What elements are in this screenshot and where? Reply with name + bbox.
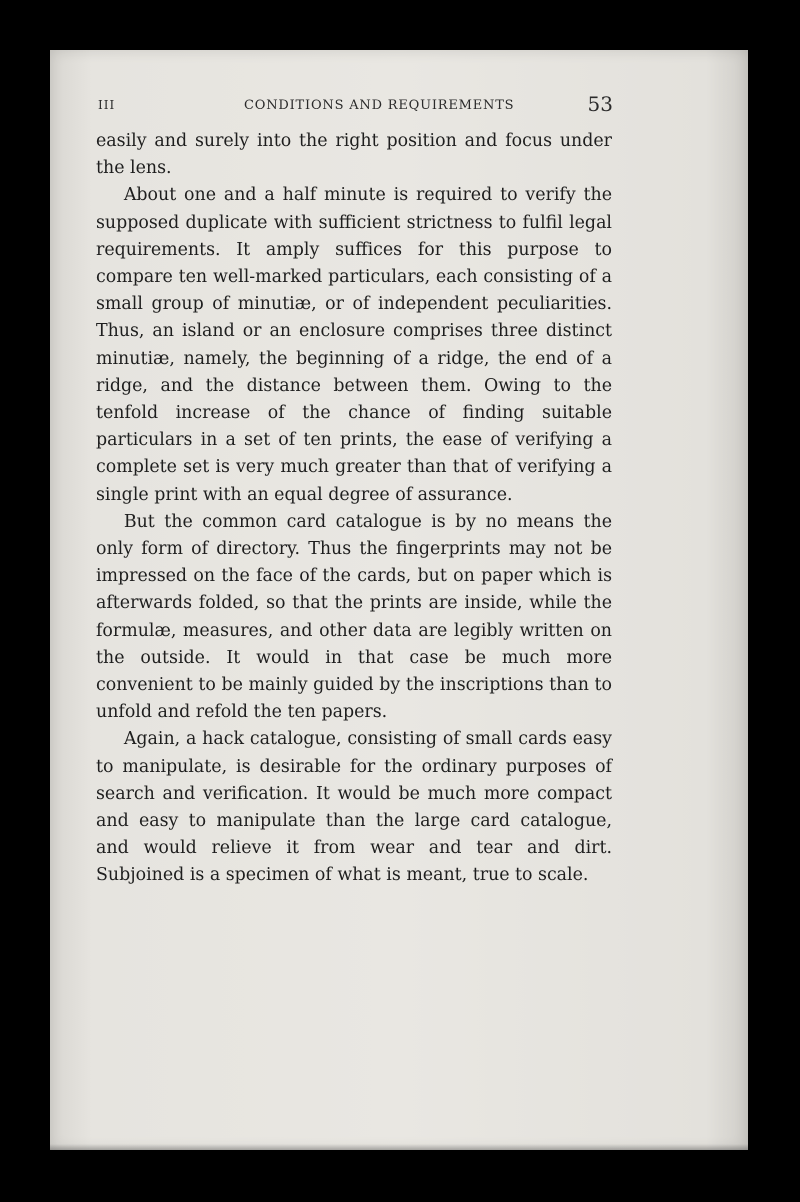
running-head <box>98 92 613 116</box>
running-head-title: CONDITIONS AND REQUIREMENTS <box>244 98 515 113</box>
paragraph: But the common card catalogue is by no means the only form of directory. Thus the fingerprints may not be impressed on the face of the cards, but on paper which is afterwards folded, so that the prints are inside, while the formulæ, measures, and other data are legibly written on the outside. It would in that case be much more convenient to be mainly guided by the inscriptions than to unfold and refold the ten papers. <box>96 511 612 723</box>
body-text <box>96 128 612 890</box>
page-edge-shadow <box>50 1144 748 1150</box>
chapter-numeral: III <box>98 98 116 112</box>
paragraph: Again, a hack catalogue, consisting of small cards easy to manipulate, is desirable for the ordinary purposes of search and verification. It would be much more compact and easy to manipulate than the large card catalogue, and would relieve it from wear and tear and dirt. Subjoined is a specimen of what is meant, true to scale. <box>96 729 612 886</box>
page-number: 53 <box>587 92 613 116</box>
paragraph-continuation: easily and surely into the right position and focus under the lens. <box>96 131 612 179</box>
paragraph: About one and a half minute is required to verify the supposed duplicate with sufficient strictness to fulfil legal requirements. It amply suffices for this purpose to compare ten well-marked particulars, each consisting of a small group of minutiæ, or of independent peculiarities. Thus, an island or an enclosure comprises three distinct minutiæ, namely, the beginning of a ridge, the end of a ridge, and the distance between them. Owing to the tenfold increase of the chance of finding suitable particulars in a set of ten prints, the ease of verifying a complete set is very much greater than that of verifying a single print with an equal degree of assurance. <box>96 185 612 505</box>
